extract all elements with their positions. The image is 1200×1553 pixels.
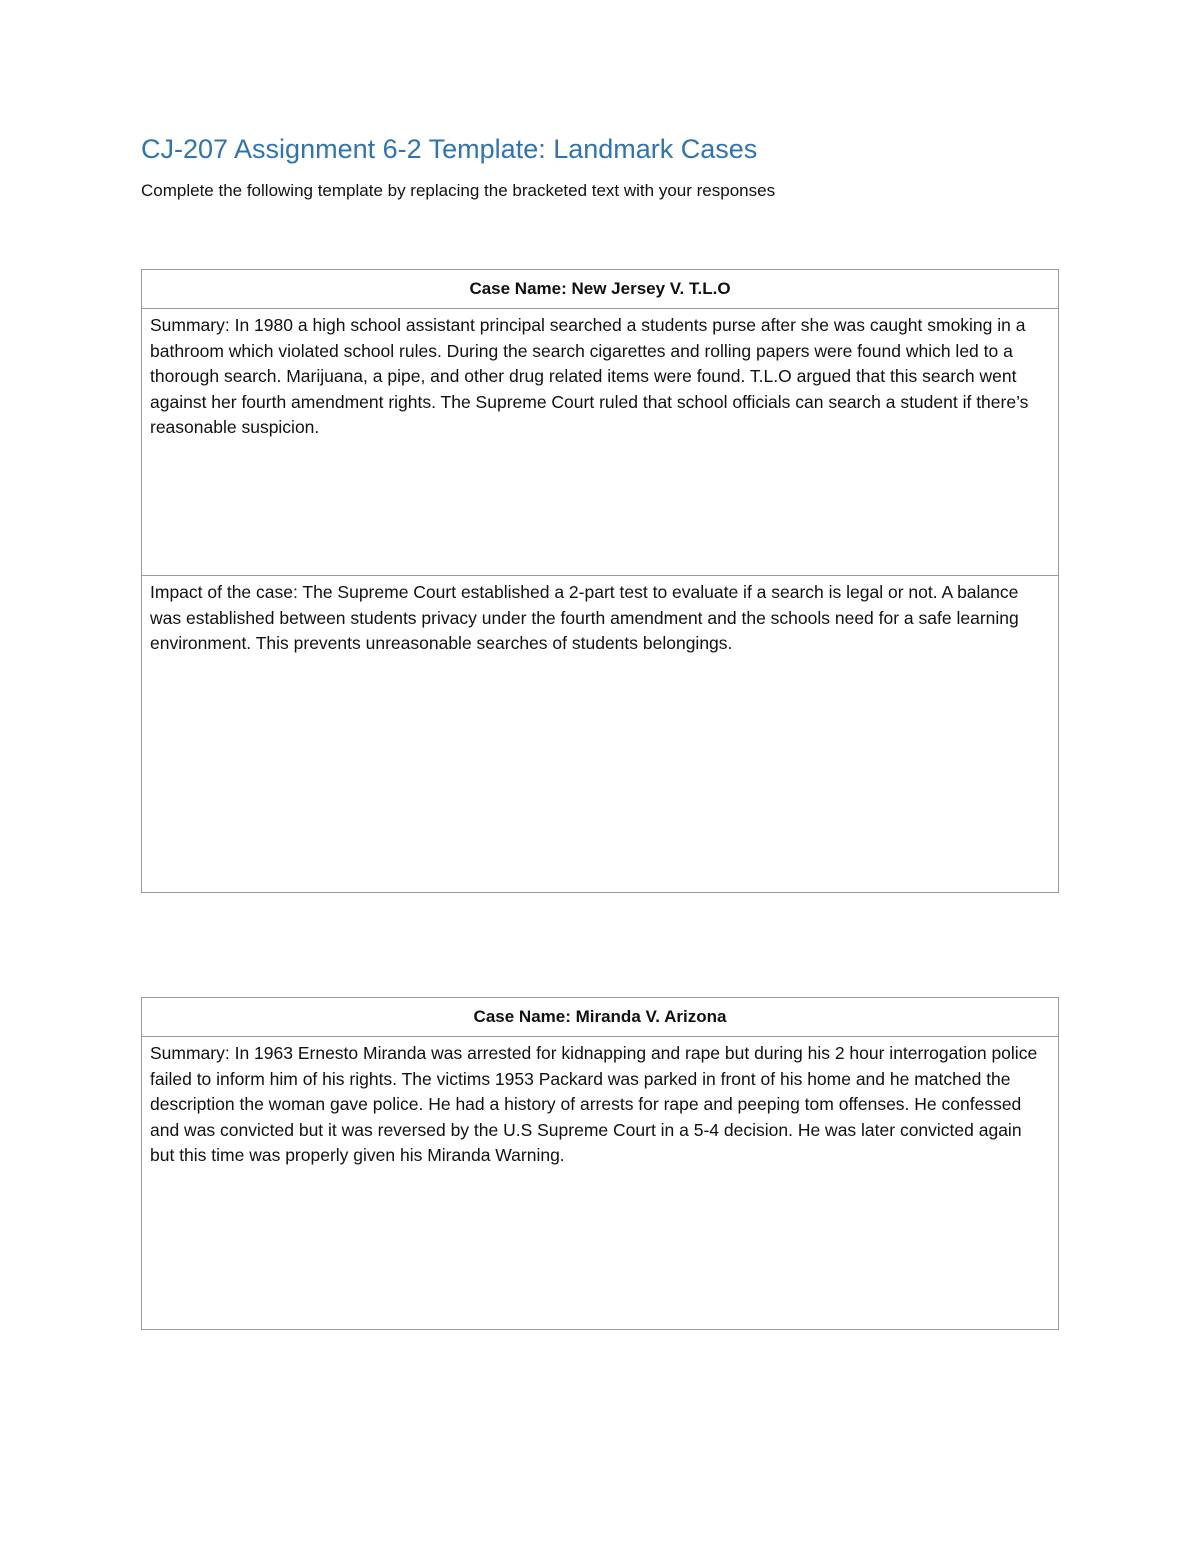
case-summary-cell[interactable] xyxy=(142,1037,1059,1330)
case-table-miranda-v-arizona xyxy=(141,997,1059,1330)
case-name-cell xyxy=(142,998,1059,1037)
case-summary-text: Summary: In 1980 a high school assistant principal searched a students purse after she was caught smoking in a bathroom which violated school rules. During the search cigarettes and rolling papers were found which led to a thorough search. Marijuana, a pipe, and other drug related items were found. T.L.O argued that this search went against her fourth amendment rights. The Supreme Court ruled that school officials can search a student if there’s reasonable suspicion. xyxy=(150,315,1029,437)
page-title: CJ-207 Assignment 6-2 Template: Landmark Cases xyxy=(141,134,758,164)
case-name-row xyxy=(142,270,1059,309)
case-impact-cell[interactable] xyxy=(142,576,1059,893)
case-name: Case Name: Miranda V. Arizona xyxy=(473,1007,727,1026)
case-impact-row xyxy=(142,576,1059,893)
case-name: Case Name: New Jersey V. T.L.O xyxy=(469,279,731,298)
case-name-row xyxy=(142,998,1059,1037)
case-summary-row xyxy=(142,1037,1059,1330)
case-name-cell xyxy=(142,270,1059,309)
case-table-new-jersey-v-tlo xyxy=(141,269,1059,893)
case-summary-text: Summary: In 1963 Ernesto Miranda was arrested for kidnapping and rape but during his 2 hour interrogation police failed to inform him of his rights. The victims 1953 Packard was parked in front of his home and he matched the description the woman gave police. He had a history of arrests for rape and peeping tom offenses. He confessed and was convicted but it was reversed by the U.S Supreme Court in a 5-4 decision. He was later convicted again but this time was properly given his Miranda Warning. xyxy=(150,1043,1038,1165)
page-subtitle: Complete the following template by replacing the bracketed text with your responses xyxy=(141,181,776,200)
case-summary-cell[interactable] xyxy=(142,309,1059,576)
case-summary-row xyxy=(142,309,1059,576)
case-impact-text: Impact of the case: The Supreme Court established a 2-part test to evaluate if a search is legal or not. A balance was established between students privacy under the fourth amendment and the schools need for a safe learning environment. This prevents unreasonable searches of students belongings. xyxy=(150,582,1019,653)
